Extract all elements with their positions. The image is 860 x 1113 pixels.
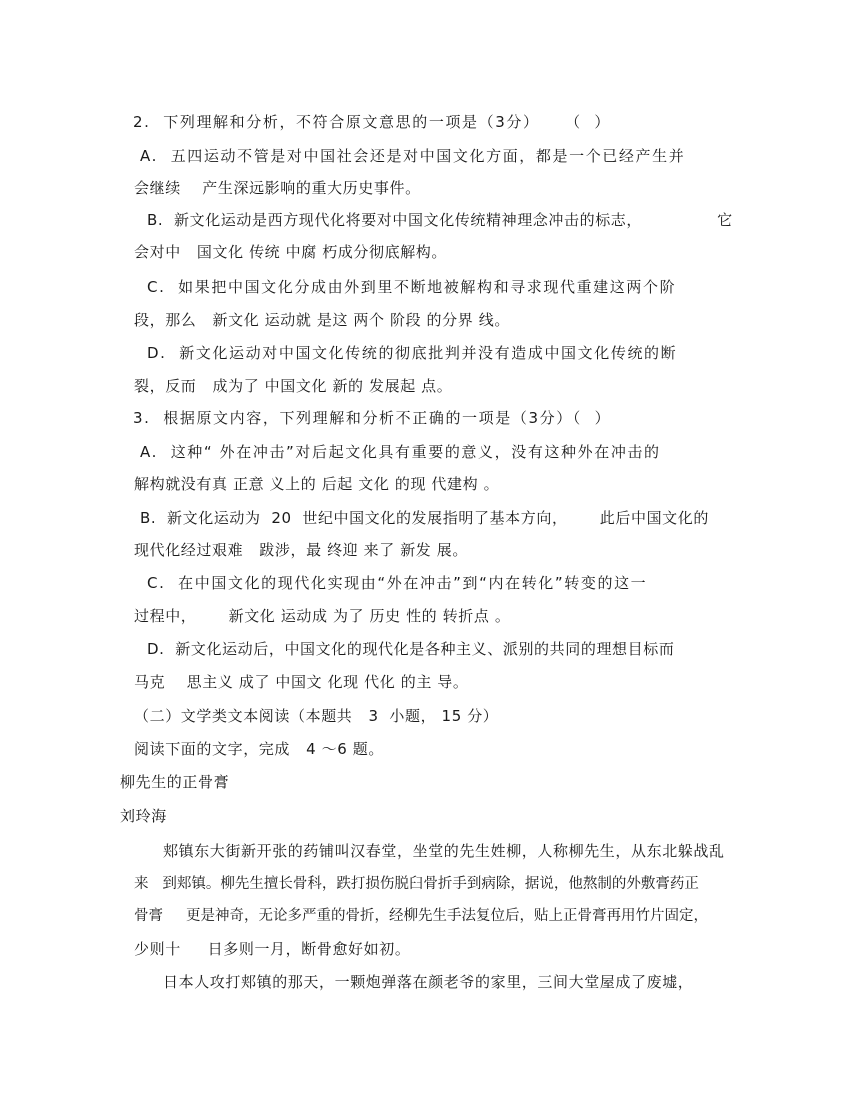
option-2c-continued: 段，那么 新文化 运动就 是这 两个 阶段 的分界 线。 (134, 311, 510, 329)
paragraph-2-line-1: 日本人攻打郏镇的那天，一颗炮弹落在颜老爷的家里，三间大堂屋成了废墟， (163, 973, 694, 991)
option-3c-continued: 过程中， 新文化 运动成 为了 历史 性的 转折点 。 (134, 607, 511, 625)
question-2-stem: 2. 下列理解和分析，不符合原文意思的一项是（3分） （ ） (133, 113, 612, 131)
question-3-stem: 3. 根据原文内容，下列理解和分析不正确的一项是（3分）（ ） (133, 409, 612, 427)
option-2c: C. 如果把中国文化分成由外到里不断地被解构和寻求现代重建这两个阶 (147, 278, 677, 296)
option-3b-continued: 现代化经过艰难 跋涉，最 终迎 来了 新发 展。 (134, 541, 468, 559)
option-2a: A. 五四运动不管是对中国社会还是对中国文化方面，都是一个已经产生并 (140, 147, 686, 165)
paragraph-1-line-2: 来 到郏镇。柳先生擅长骨科，跌打损伤脱臼骨折手到病除，据说，他熬制的外敷膏药正 (134, 876, 699, 892)
option-3d-continued: 马克 思主义 成了 中国文 化现 代化 的主 导。 (134, 673, 469, 691)
option-3d: D. 新文化运动后，中国文化的现代化是各种主义、派别的共同的理想目标而 (147, 640, 675, 658)
option-3c: C. 在中国文化的现代化实现由“外在冲击”到“内在转化”转变的这一 (147, 574, 648, 592)
option-2d: D. 新文化运动对中国文化传统的彻底批判并没有造成中国文化传统的断 (147, 344, 678, 362)
story-author: 刘玲海 (120, 807, 167, 825)
paragraph-1-line-4: 少则十 日多则一月，断骨愈好如初。 (134, 940, 411, 958)
paragraph-1-line-3: 骨膏 更是神奇，无论多严重的骨折，经柳先生手法复位后，贴上正骨膏再用竹片固定， (134, 908, 709, 924)
option-2b: B. 新文化运动是西方现代化将要对中国文化传统精神理念冲击的标志， 它 (147, 211, 733, 229)
section-heading: （二）文学类文本阅读（本题共 3 小题， 15 分） (134, 707, 499, 725)
option-3b: B. 新文化运动为 20 世纪中国文化的发展指明了基本方向， 此后中国文化的 (140, 509, 709, 527)
option-3a-continued: 解构就没有真 正意 义上的 后起 文化 的现 代建构 。 (134, 475, 500, 493)
option-2b-continued: 会对中 国文化 传统 中腐 朽成分彻底解构。 (134, 243, 448, 261)
option-2d-continued: 裂，反而 成为了 中国文化 新的 发展起 点。 (134, 377, 453, 395)
reading-instruction: 阅读下面的文字，完成 4 ～6 题。 (134, 740, 384, 758)
story-title: 柳先生的正骨膏 (120, 773, 230, 791)
option-3a: A. 这种“ 外在冲击”对后起文化具有重要的意义，没有这种外在冲击的 (140, 443, 661, 461)
option-2a-continued: 会继续 产生深远影响的重大历史事件。 (134, 179, 421, 197)
paragraph-1-line-1: 郏镇东大街新开张的药铺叫汉春堂，坐堂的先生姓柳，人称柳先生，从东北躲战乱 (163, 842, 725, 860)
